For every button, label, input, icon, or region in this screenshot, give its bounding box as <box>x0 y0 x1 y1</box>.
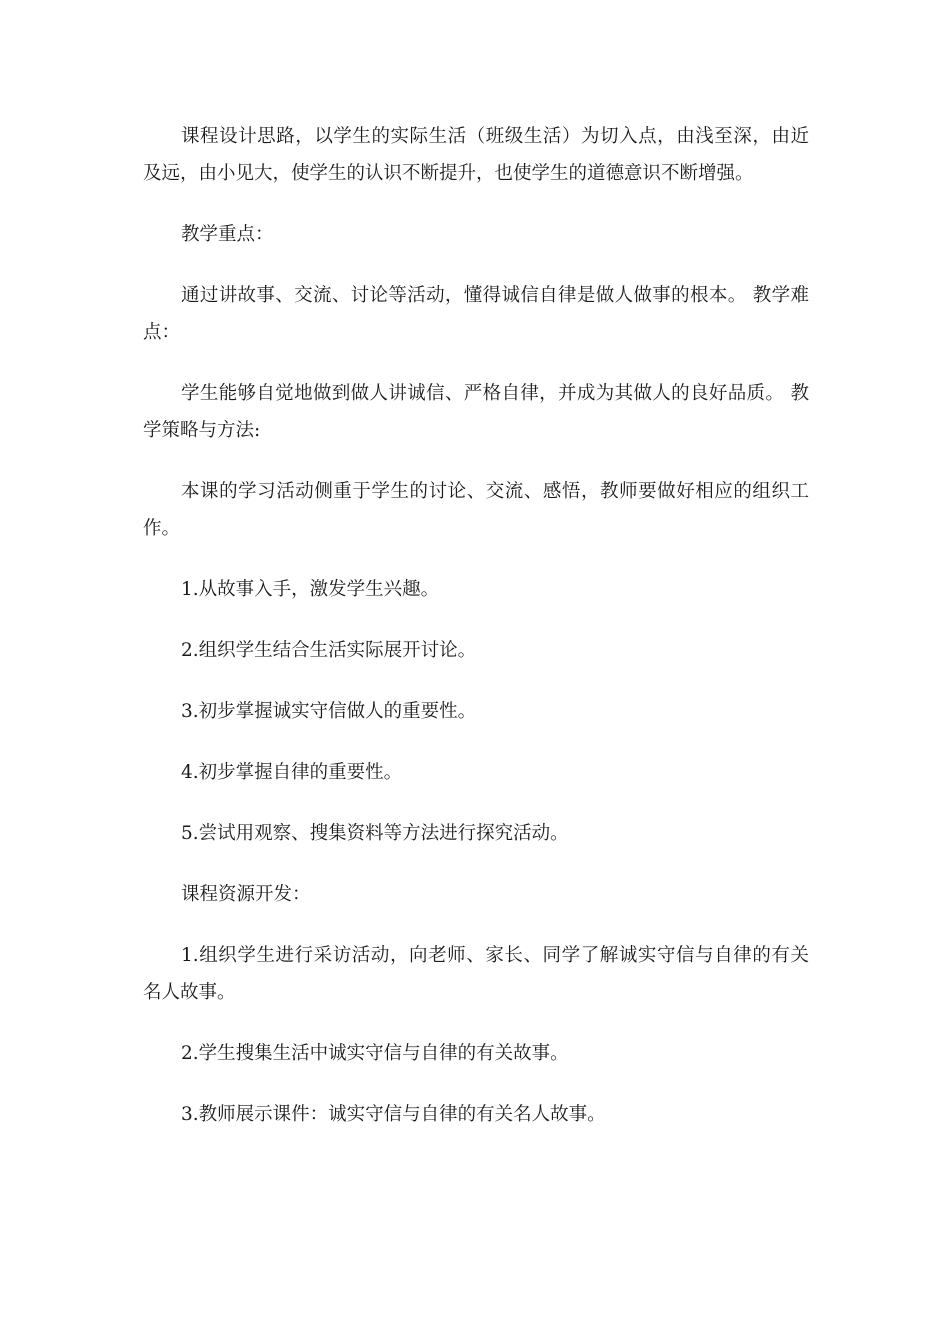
document-body <box>143 118 809 1157</box>
heading-resource-development: 课程资源开发： <box>181 884 311 905</box>
list-item-strategy-1: 1.从故事入手，激发学生兴趣。 <box>181 579 440 600</box>
list-item-strategy-4: 4.初步掌握自律的重要性。 <box>181 762 403 783</box>
list-item-resource-3: 3.教师展示课件：诚实守信与自律的有关名人故事。 <box>181 1104 606 1125</box>
paragraph-teaching-difficulty: 学生能够自觉地做到做人讲诚信、严格自律，并成为其做人的良好品质。 教学策略与方法: <box>143 383 809 441</box>
list-item-strategy-5: 5.尝试用观察、搜集资料等方法进行探究活动。 <box>181 823 569 844</box>
paragraph-design-idea: 课程设计思路，以学生的实际生活（班级生活）为切入点，由浅至深，由近及远，由小见大，使学生的认识不断提升，也使学生的道德意识不断增强。 <box>143 126 809 184</box>
list-item-strategy-2: 2.组织学生结合生活实际展开讨论。 <box>181 640 477 661</box>
paragraph-teaching-focus: 通过讲故事、交流、讨论等活动，懂得诚信自律是做人做事的根本。 教学难点： <box>143 285 809 343</box>
list-item-resource-2: 2.学生搜集生活中诚实守信与自律的有关故事。 <box>181 1043 569 1064</box>
list-item-strategy-3: 3.初步掌握诚实守信做人的重要性。 <box>181 701 477 722</box>
list-item-resource-1: 1.组织学生进行采访活动，向老师、家长、同学了解诚实守信与自律的有关名人故事。 <box>143 945 809 1003</box>
heading-teaching-focus: 教学重点： <box>181 224 274 245</box>
paragraph-strategy: 本课的学习活动侧重于学生的讨论、交流、感悟，教师要做好相应的组织工作。 <box>143 481 809 539</box>
